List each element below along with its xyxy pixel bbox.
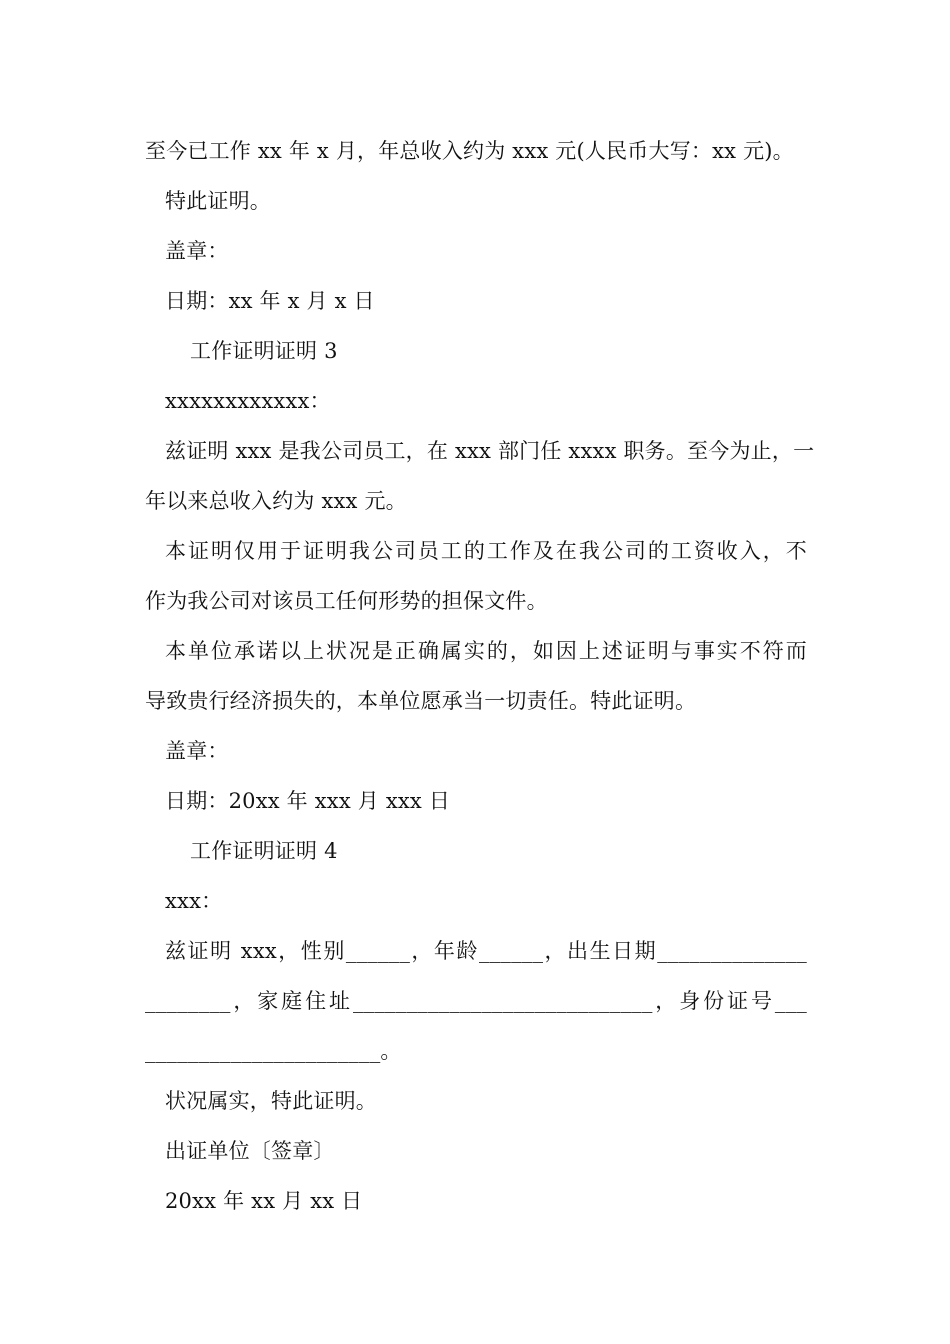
paragraph-line: 年以来总收入约为 xxx 元。 <box>145 489 407 513</box>
paragraph-line: 兹证明 xxx，性别______，年龄______，出生日期______________ <box>165 939 807 963</box>
paragraph-line: ______________________。 <box>145 1039 402 1063</box>
certify-statement: 特此证明。 <box>165 189 271 213</box>
issuer-label: 出证单位〔签章〕 <box>165 1139 335 1163</box>
date-line: 日期：20xx 年 xxx 月 xxx 日 <box>165 789 451 813</box>
paragraph-line: 兹证明 xxx 是我公司员工，在 xxx 部门任 xxxx 职务。至今为止，一 <box>165 439 815 463</box>
section-heading-4: 工作证明证明 4 <box>190 839 338 863</box>
salutation: xxx： <box>165 889 223 913</box>
paragraph-line: ________，家庭住址____________________________，身份证号___ <box>145 989 807 1013</box>
paragraph-line: 本单位承诺以上状况是正确属实的，如因上述证明与事实不符而 <box>165 639 807 663</box>
section-heading-3: 工作证明证明 3 <box>190 339 338 363</box>
seal-label: 盖章： <box>165 739 229 763</box>
certify-statement: 状况属实，特此证明。 <box>165 1089 377 1113</box>
date-line: 日期：xx 年 x 月 x 日 <box>165 289 375 313</box>
paragraph-line: 本证明仅用于证明我公司员工的工作及在我公司的工资收入，不 <box>165 539 807 563</box>
seal-label: 盖章： <box>165 239 229 263</box>
paragraph-line: 导致贵行经济损失的，本单位愿承当一切责任。特此证明。 <box>145 689 697 713</box>
salutation: xxxxxxxxxxxx： <box>165 389 331 413</box>
paragraph-line-work-duration: 至今已工作 xx 年 x 月，年总收入约为 xxx 元(人民币大写：xx 元)。 <box>145 139 794 163</box>
date-line: 20xx 年 xx 月 xx 日 <box>165 1189 363 1213</box>
paragraph-line: 作为我公司对该员工任何形势的担保文件。 <box>145 589 548 613</box>
